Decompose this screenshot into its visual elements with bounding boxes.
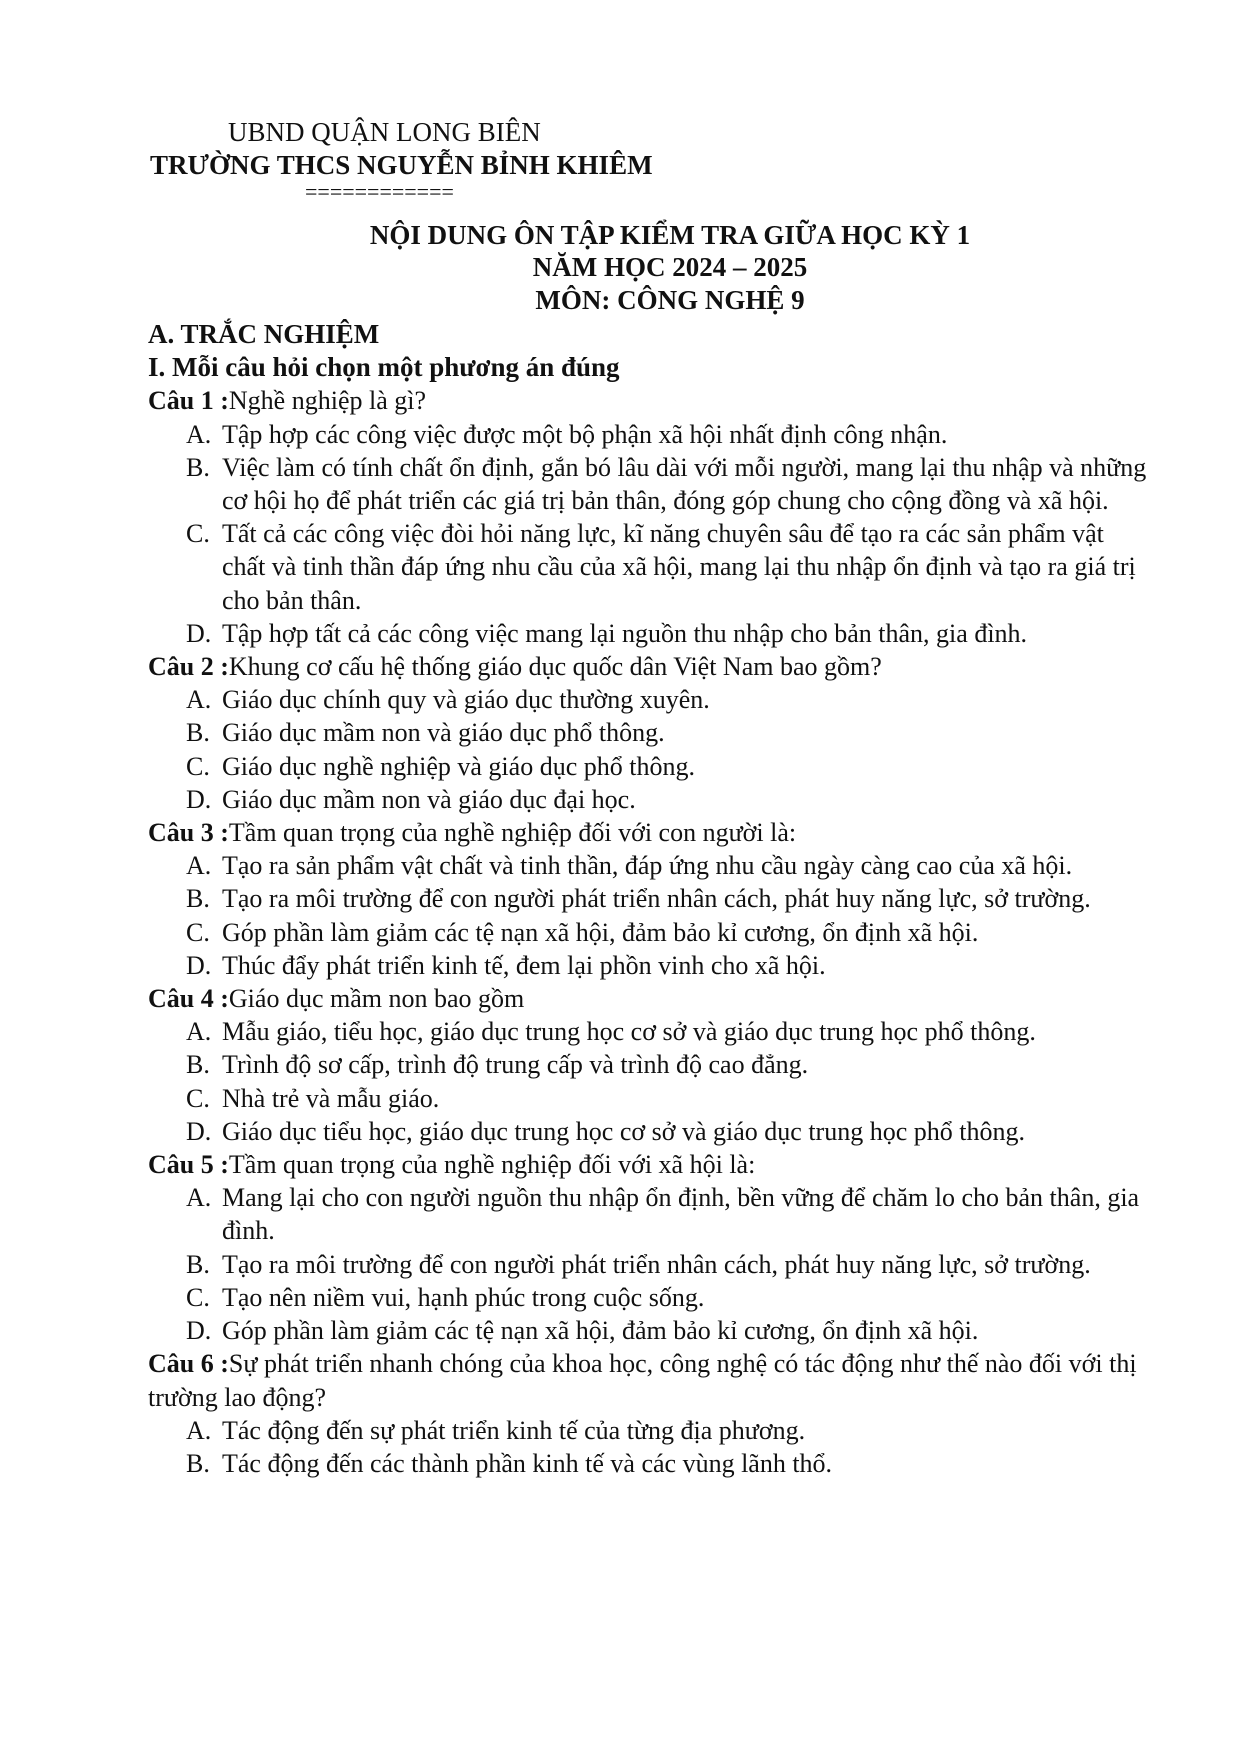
header-district: UBND QUẬN LONG BIÊN [228,117,541,147]
option-letter: A. [186,851,212,881]
option-text: Tạo ra môi trường để con người phát triển nhân cách, phát huy năng lực, sở trường. [222,884,1091,914]
option-letter: C. [186,751,210,781]
doc-title: NỘI DUNG ÔN TẬP KIỂM TRA GIỮA HỌC KỲ 1 [369,220,971,250]
option-letter: A. [186,1017,212,1047]
option-letter: D. [186,1316,212,1346]
option-text: Giáo dục nghề nghiệp và giáo dục phổ thông. [222,751,695,781]
option-text: Việc làm có tính chất ổn định, gắn bó lâu dài với mỗi người, mang lại thu nhập và những cơ hội họ để phát triển các giá trị bản thân, đóng góp chung cho cộng đồng và xã hội. [222,452,1147,516]
question-stem [148,1148,1148,1181]
option-letter: C. [186,519,210,549]
option-text: Giáo dục mầm non và giáo dục đại học. [222,784,636,814]
option-letter: C. [186,1083,210,1113]
option-text: Nhà trẻ và mẫu giáo. [222,1083,440,1113]
option-letter: A. [186,1415,212,1445]
question-4 [148,982,1148,1148]
question-stem [148,816,1148,849]
answer-option [148,1115,1148,1148]
answer-option [148,683,1148,716]
section-subheading: I. Mỗi câu hỏi chọn một phương án đúng [148,352,620,383]
option-text: Giáo dục chính quy và giáo dục thường xuyên. [222,685,710,715]
answer-option [148,1447,1148,1480]
question-stem [148,982,1148,1015]
question-text: Giáo dục mầm non bao gồm [228,984,525,1014]
header-school: TRƯỜNG THCS NGUYỄN BỈNH KHIÊM [150,150,653,180]
doc-school-year: NĂM HỌC 2024 – 2025 [532,252,808,282]
answer-option [148,1414,1148,1447]
question-number: Câu 6 : [148,1349,229,1379]
answer-option [148,1281,1148,1314]
question-5 [148,1148,1148,1347]
option-letter: B. [186,1448,210,1478]
question-text: Nghề nghiệp là gì? [228,386,427,416]
option-text: Tập hợp tất cả các công việc mang lại nguồn thu nhập cho bản thân, gia đình. [222,618,1028,648]
question-text: Tầm quan trọng của nghề nghiệp đối với xã hội là: [228,1150,756,1180]
answer-option [148,882,1148,915]
answer-option [148,716,1148,749]
doc-subject: MÔN: CÔNG NGHỆ 9 [535,285,805,315]
option-letter: A. [186,419,212,449]
option-letter: D. [186,618,212,648]
answer-option [148,783,1148,816]
answer-option [148,1181,1148,1247]
option-text: Giáo dục mầm non và giáo dục phổ thông. [222,718,665,748]
option-letter: A. [186,685,212,715]
answer-option [148,949,1148,982]
option-text: Tập hợp các công việc được một bộ phận xã hội nhất định công nhận. [222,419,948,449]
option-letter: B. [186,452,210,482]
answer-option [148,1015,1148,1048]
option-letter: D. [186,950,212,980]
option-text: Tạo ra môi trường để con người phát triển nhân cách, phát huy năng lực, sở trường. [222,1249,1091,1279]
question-number: Câu 4 : [148,984,229,1014]
option-text: Tác động đến các thành phần kinh tế và các vùng lãnh thổ. [222,1448,833,1478]
answer-option [148,451,1148,517]
question-text: Sự phát triển nhanh chóng của khoa học, công nghệ có tác động như thế nào đối với thị trường lao động? [148,1349,1137,1412]
option-text: Mẫu giáo, tiểu học, giáo dục trung học cơ sở và giáo dục trung học phổ thông. [222,1017,1036,1047]
answer-option [148,418,1148,451]
option-letter: B. [186,718,210,748]
question-6 [148,1347,1148,1480]
question-stem [148,1347,1148,1413]
option-text: Tạo nên niềm vui, hạnh phúc trong cuộc sống. [222,1282,705,1312]
section-heading: A. TRẮC NGHIỆM [148,319,380,349]
question-number: Câu 3 : [148,818,229,848]
option-text: Thúc đẩy phát triển kinh tế, đem lại phồn vinh cho xã hội. [222,950,826,980]
answer-option [148,1048,1148,1081]
option-text: Mang lại cho con người nguồn thu nhập ổn định, bền vững để chăm lo cho bản thân, gia đình. [222,1183,1140,1246]
question-1 [148,384,1148,650]
option-text: Tạo ra sản phẩm vật chất và tinh thần, đáp ứng nhu cầu ngày càng cao của xã hội. [222,851,1073,881]
option-text: Giáo dục tiểu học, giáo dục trung học cơ sở và giáo dục trung học phổ thông. [222,1116,1025,1146]
answer-option [148,517,1148,617]
option-letter: B. [186,1050,210,1080]
option-text: Góp phần làm giảm các tệ nạn xã hội, đảm bảo kỉ cương, ổn định xã hội. [222,917,979,947]
option-letter: C. [186,917,210,947]
question-stem [148,384,1148,417]
question-stem [148,650,1148,683]
option-letter: D. [186,784,212,814]
option-text: Tất cả các công việc đòi hỏi năng lực, kĩ năng chuyên sâu để tạo ra các sản phẩm vật chất và tinh thần đáp ứng nhu cầu của xã hội, mang lại thu nhập ổn định và tạo ra giá trị cho bản thân. [222,519,1136,615]
option-text: Trình độ sơ cấp, trình độ trung cấp và trình độ cao đẳng. [222,1050,809,1080]
answer-option [148,617,1148,650]
question-text: Tầm quan trọng của nghề nghiệp đối với con người là: [228,818,797,848]
document-body [148,318,1148,1480]
option-letter: D. [186,1116,212,1146]
option-letter: A. [186,1183,212,1213]
answer-option [148,916,1148,949]
option-letter: B. [186,884,210,914]
answer-option [148,1082,1148,1115]
question-number: Câu 5 : [148,1150,229,1180]
question-2 [148,650,1148,816]
question-text: Khung cơ cấu hệ thống giáo dục quốc dân Việt Nam bao gồm? [228,652,882,682]
answer-option [148,849,1148,882]
header-divider: ============ [305,179,454,204]
option-letter: B. [186,1249,210,1279]
option-letter: C. [186,1282,210,1312]
option-text: Tác động đến sự phát triển kinh tế của từng địa phương. [222,1415,806,1445]
question-3 [148,816,1148,982]
answer-option [148,750,1148,783]
answer-option [148,1314,1148,1347]
question-number: Câu 2 : [148,652,229,682]
question-number: Câu 1 : [148,386,229,416]
question-list [148,384,1148,1480]
answer-option [148,1248,1148,1281]
option-text: Góp phần làm giảm các tệ nạn xã hội, đảm bảo kỉ cương, ổn định xã hội. [222,1316,979,1346]
